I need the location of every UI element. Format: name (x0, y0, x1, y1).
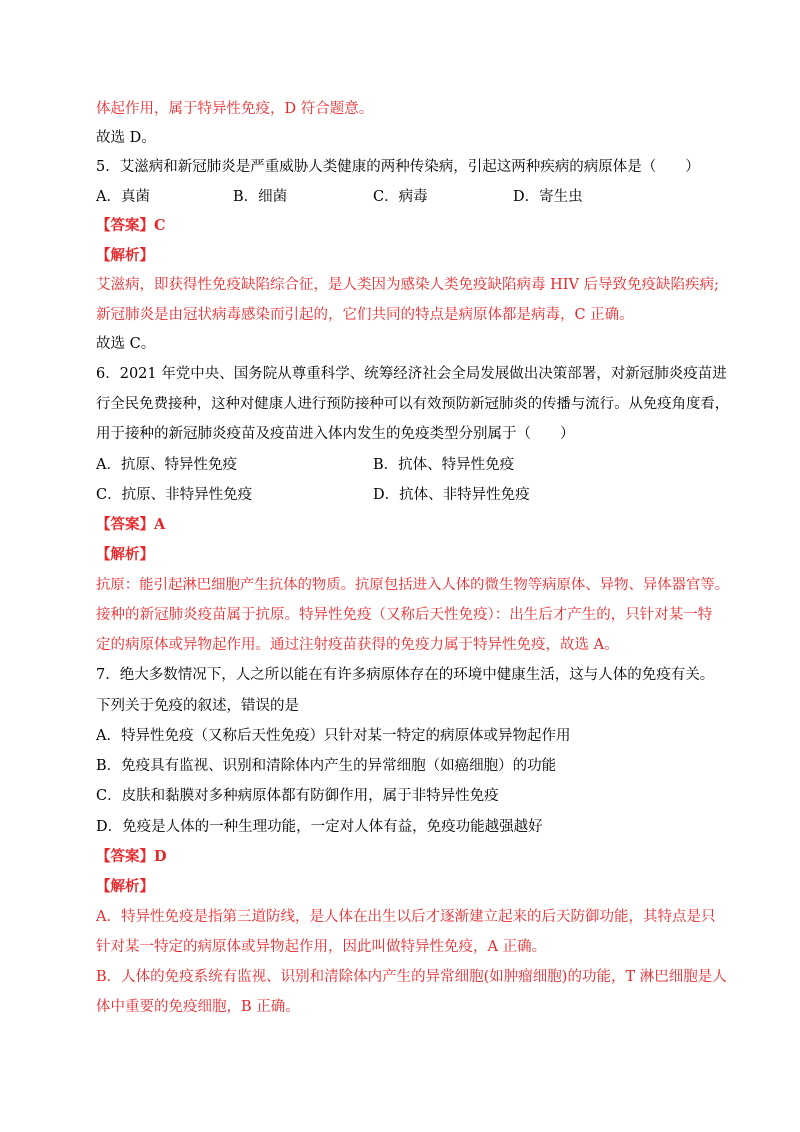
q6-option-d: D．抗体、非特异性免疫 (373, 487, 530, 503)
q5-stem: 5．艾滋病和新冠肺炎是严重威胁人类健康的两种传染病，引起这两种疾病的病原体是（ ） (96, 159, 700, 175)
q7-option-c: C．皮肤和黏膜对多种病原体都有防御作用，属于非特异性免疫 (96, 788, 499, 804)
q7-stem-line-1: 7．绝大多数情况下，人之所以能在有许多病原体存在的环境中健康生活，这与人体的免疫有关。 (96, 667, 715, 683)
q6-analysis-line-2: 接种的新冠肺炎疫苗属于抗原。特异性免疫（又称后天性免疫）：出生后才产生的，只针对某一特 (96, 607, 713, 623)
q7-answer: 【答案】D (96, 848, 167, 865)
q6-stem-line-3: 用于接种的新冠肺炎疫苗及疫苗进入体内发生的免疫类型分别属于（ ） (96, 426, 575, 442)
q7-stem-line-2: 下列关于免疫的叙述，错误的是 (96, 698, 299, 714)
q5-option-b: B．细菌 (233, 189, 288, 205)
q6-stem-line-2: 行全民免费接种，这种对健康人进行预防接种可以有效预防新冠肺炎的传播与流行。从免疫角度看， (96, 396, 730, 412)
q7-analysis-line-3: B．人体的免疫系统有监视、识别和清除体内产生的异常细胞(如肿瘤细胞)的功能，T 淋巴细胞是人 (96, 969, 727, 985)
q5-answer: 【答案】C (96, 217, 166, 234)
q5-analysis-label: 【解析】 (96, 247, 154, 264)
q5-analysis-line-2: 新冠肺炎是由冠状病毒感染而引起的，它们共同的特点是病原体都是病毒，C 正确。 (96, 307, 634, 323)
q7-analysis-line-2: 针对某一特定的病原体或异物起作用，因此叫做特异性免疫，A 正确。 (96, 939, 547, 955)
q7-analysis-line-1: A．特异性免疫是指第三道防线，是人体在出生以后才逐渐建立起来的后天防御功能，其特点是只 (96, 909, 716, 925)
q6-option-a: A．抗原、特异性免疫 (96, 457, 237, 473)
q5-analysis-line-1: 艾滋病，即获得性免疫缺陷综合征，是人类因为感染人类免疫缺陷病毒 HIV 后导致免疫缺陷疾病; (96, 277, 719, 293)
q7-option-b: B．免疫具有监视、识别和清除体内产生的异常细胞（如癌细胞）的功能 (96, 758, 557, 774)
q6-analysis-line-3: 定的病原体或异物起作用。通过注射疫苗获得的免疫力属于特异性免疫，故选 A。 (96, 637, 619, 653)
q5-option-a: A．真菌 (96, 189, 150, 205)
q6-option-c: C．抗原、非特异性免疫 (96, 487, 253, 503)
q6-option-b: B．抗体、特异性免疫 (373, 457, 515, 473)
prev-conclusion: 故选 D。 (96, 130, 156, 146)
q5-option-d: D．寄生虫 (513, 189, 583, 205)
q7-option-a: A．特异性免疫（又称后天性免疫）只针对某一特定的病原体或异物起作用 (96, 728, 571, 744)
q6-answer: 【答案】A (96, 516, 166, 533)
q7-option-d: D．免疫是人体的一种生理功能，一定对人体有益，免疫功能越强越好 (96, 819, 543, 835)
prev-explanation-tail: 体起作用，属于特异性免疫，D 符合题意。 (96, 101, 374, 117)
q6-analysis-line-1: 抗原：能引起淋巴细胞产生抗体的物质。抗原包括进入人体的微生物等病原体、异物、异体器官等。 (96, 577, 730, 593)
q7-analysis-line-4: 体中重要的免疫细胞，B 正确。 (96, 999, 300, 1015)
q5-conclusion: 故选 C。 (96, 336, 156, 352)
q6-stem-line-1: 6．2021 年党中央、国务院从尊重科学、统筹经济社会全局发展做出决策部署，对新冠肺炎疫苗进 (96, 366, 727, 382)
q7-analysis-label: 【解析】 (96, 878, 154, 895)
q6-analysis-label: 【解析】 (96, 546, 154, 563)
q5-option-c: C．病毒 (373, 189, 428, 205)
